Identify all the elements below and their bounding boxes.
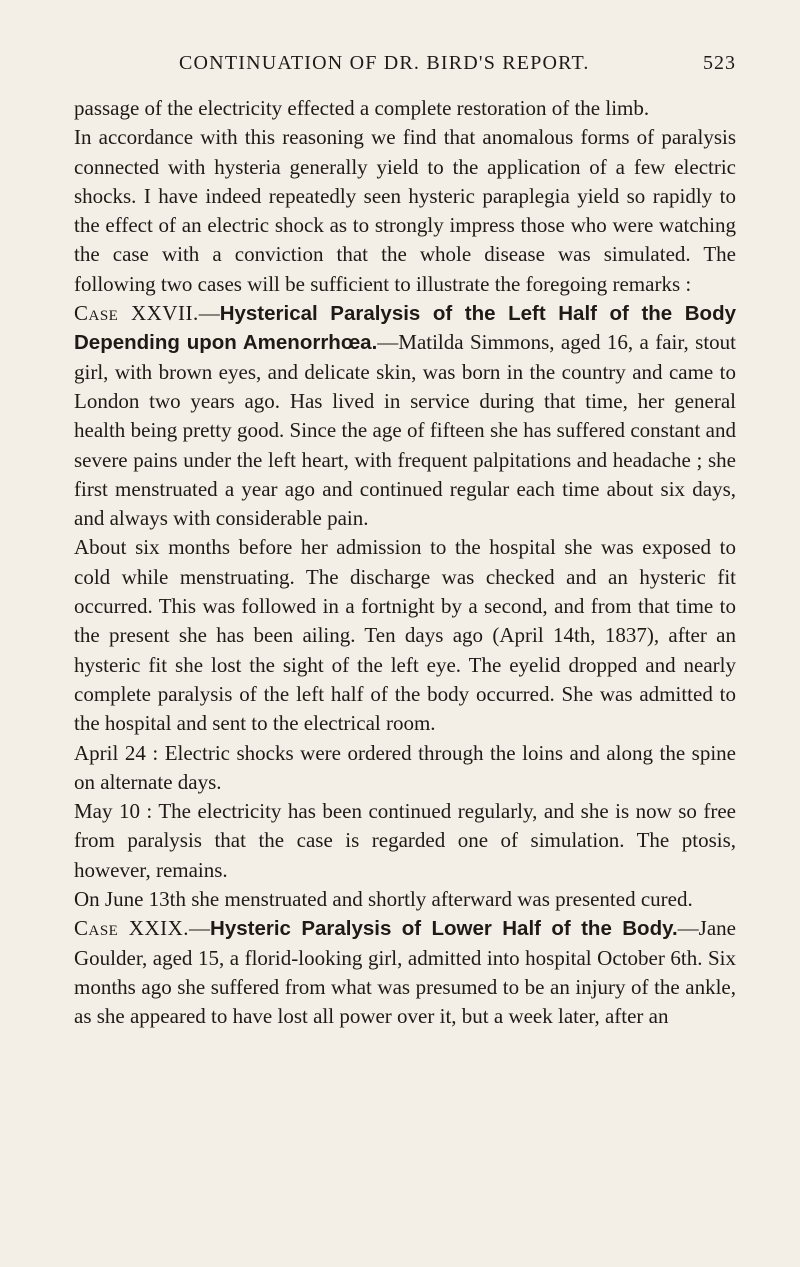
case-27-paragraph: Case XXVII.—Hysterical Paralysis of the Left Half of the Body Depending upon Amenorrhœa.—Matilda Simmons, aged 16, a fair, stout girl, with brown eyes, and delicate skin, was born in the country and came to London two years ago. Has lived in service during that time, her general health being pretty good. Since the age of fifteen she has suffered constant and severe pains under the left heart, with frequent palpitations and headache ; she first menstruated a year ago and continued regular each time about six days, and always with considerable pain. (74, 301, 737, 531)
paragraph: passage of the electricity effected a complete restoration of the limb. (74, 96, 650, 120)
paragraph: In accordance with this reasoning we find that anomalous forms of paralysis connected with hysteria generally yield to the application of a few electric shocks. I have indeed repeatedly seen hysteric paraplegia yield so rapidly to the effect of an electric shock as to strongly impress those who were watching the case with a conviction that the whole disease was simulated. The following two cases will be sufficient to illustrate the foregoing remarks : (74, 125, 736, 296)
page-number: 523 (703, 52, 736, 74)
paragraph: On June 13th she menstruated and shortly afterward was presented cured. (74, 887, 693, 912)
paragraph: May 10 : The electricity has been continued regularly, and she is now so free from paralysis that the case is regarded one of simulation. The ptosis, however, remains. (74, 799, 736, 882)
case-title: Hysterical Paralysis of the Left Half of the Body Depending upon Amenorrhœa. (74, 302, 737, 355)
body-text (74, 94, 736, 1032)
case-29-paragraph: Case XXIX.—Hysteric Paralysis of Lower Half of the Body.—Jane Goulder, aged 15, a florid-looking girl, admitted into hospital October 6th. Six months ago she suffered from what was presumed to be an injury of the ankle, as she appeared to have lost all power over it, but a week later, after an (74, 916, 736, 1029)
case-text: Jane Goulder, aged 15, a florid-looking girl, admitted into hospital October 6th. Six months ago she suffered from what was presumed to be an injury of the ankle, as she appeared to have lost all power over it, but a week later, after an (74, 916, 736, 1029)
case-label: Case XXVII. (74, 301, 199, 326)
paragraph: April 24 : Electric shocks were ordered through the loins and along the spine on alternate days. (74, 740, 736, 794)
running-title: CONTINUATION OF DR. BIRD'S REPORT. (179, 52, 590, 74)
case-label: Case XXIX. (74, 916, 190, 941)
case-title: Hysteric Paralysis of Lower Half of the Body. (210, 917, 678, 941)
paragraph: About six months before her admission to the hospital she was exposed to cold while menstruating. The discharge was checked and an hysteric fit occurred. This was followed in a fortnight by a second, and from that time to the present she has been ailing. Ten days ago (April 14th, 1837), after an hysteric fit she lost the sight of the left eye. The eyelid dropped and nearly complete paralysis of the left half of the body occurred. She was admitted to the hospital and sent to the electrical room. (74, 535, 736, 736)
running-header (74, 52, 736, 92)
case-text: Matilda Simmons, aged 16, a fair, stout girl, with brown eyes, and delicate skin, was born in the country and came to London two years ago. Has lived in service during that time, her general health being pretty good. Since the age of fifteen she has suffered constant and severe pains under the left heart, with frequent palpitations and headache ; she first menstruated a year ago and continued regular each time about six days, and always with considerable pain. (74, 330, 736, 531)
